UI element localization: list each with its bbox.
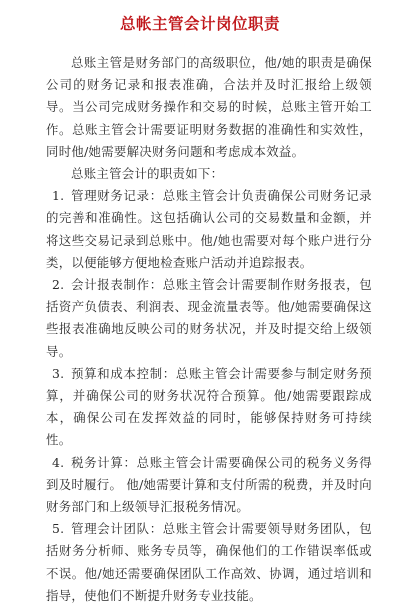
intro-paragraph: 总账主管是财务部门的高级职位，他/她的职责是确保公司的财务记录和报表准确，合法并及时汇报给上级领导。当公司完成财务操作和交易的时候，总账主管开始工作。总账主管会计需要证明财务数据的准确性和实效性，同时他/她需要解决财务问题和考虑成本效益。 — [46, 55, 372, 159]
duty-text: 管理会计团队：总账主管会计需要领导财务团队，包括财务分析师、账务专员等，确保他们的工作错误率低或不误。他/她还需要确保团队工作高效、协调，通过培训和指导，使他们不断提升财务专业技能。 — [46, 521, 372, 603]
duty-text: 预算和成本控制：总账主管会计需要参与制定财务预算，并确保公司的财务状况符合预算。他/她需要跟踪成本，确保公司在发挥效益的同时，能够保持财务可持续性。 — [46, 365, 372, 448]
duty-number: 2. — [52, 277, 65, 293]
duty-text: 会计报表制作：总账主管会计需要制作财务报表，包括资产负债表、利润表、现金流量表等。他/她需要确保这些报表准确地反映公司的财务状况，并及时提交给上级领导。 — [46, 277, 372, 359]
duty-number: 1. — [52, 188, 65, 204]
duty-number: 3. — [52, 365, 65, 381]
duty-item-2 — [46, 274, 372, 363]
duty-text: 税务计算：总账主管会计需要确保公司的税务义务得到及时履行。 他/她需要计算和支付所需的税费，并及时向财务部门和上级领导汇报税务情况。 — [46, 454, 372, 515]
duty-item-1 — [46, 185, 372, 274]
duty-number: 5. — [52, 521, 65, 537]
document-title: 总帐主管会计岗位职责 — [119, 15, 280, 33]
duty-text: 管理财务记录：总账主管会计负责确保公司财务记录的完善和准确性。这包括确认公司的交易数量和金额，并将这些交易记录到总账中。他/她也需要对每个账户进行分类，以便能够方便地检查账户活动并追踪报表。 — [46, 188, 372, 270]
duty-number: 4. — [52, 454, 65, 470]
document-body — [46, 52, 372, 607]
duties-intro: 总账主管会计的职责如下： — [71, 166, 224, 182]
duty-item-3 — [46, 363, 372, 452]
duty-item-5 — [46, 518, 372, 607]
duty-item-4 — [46, 452, 372, 519]
